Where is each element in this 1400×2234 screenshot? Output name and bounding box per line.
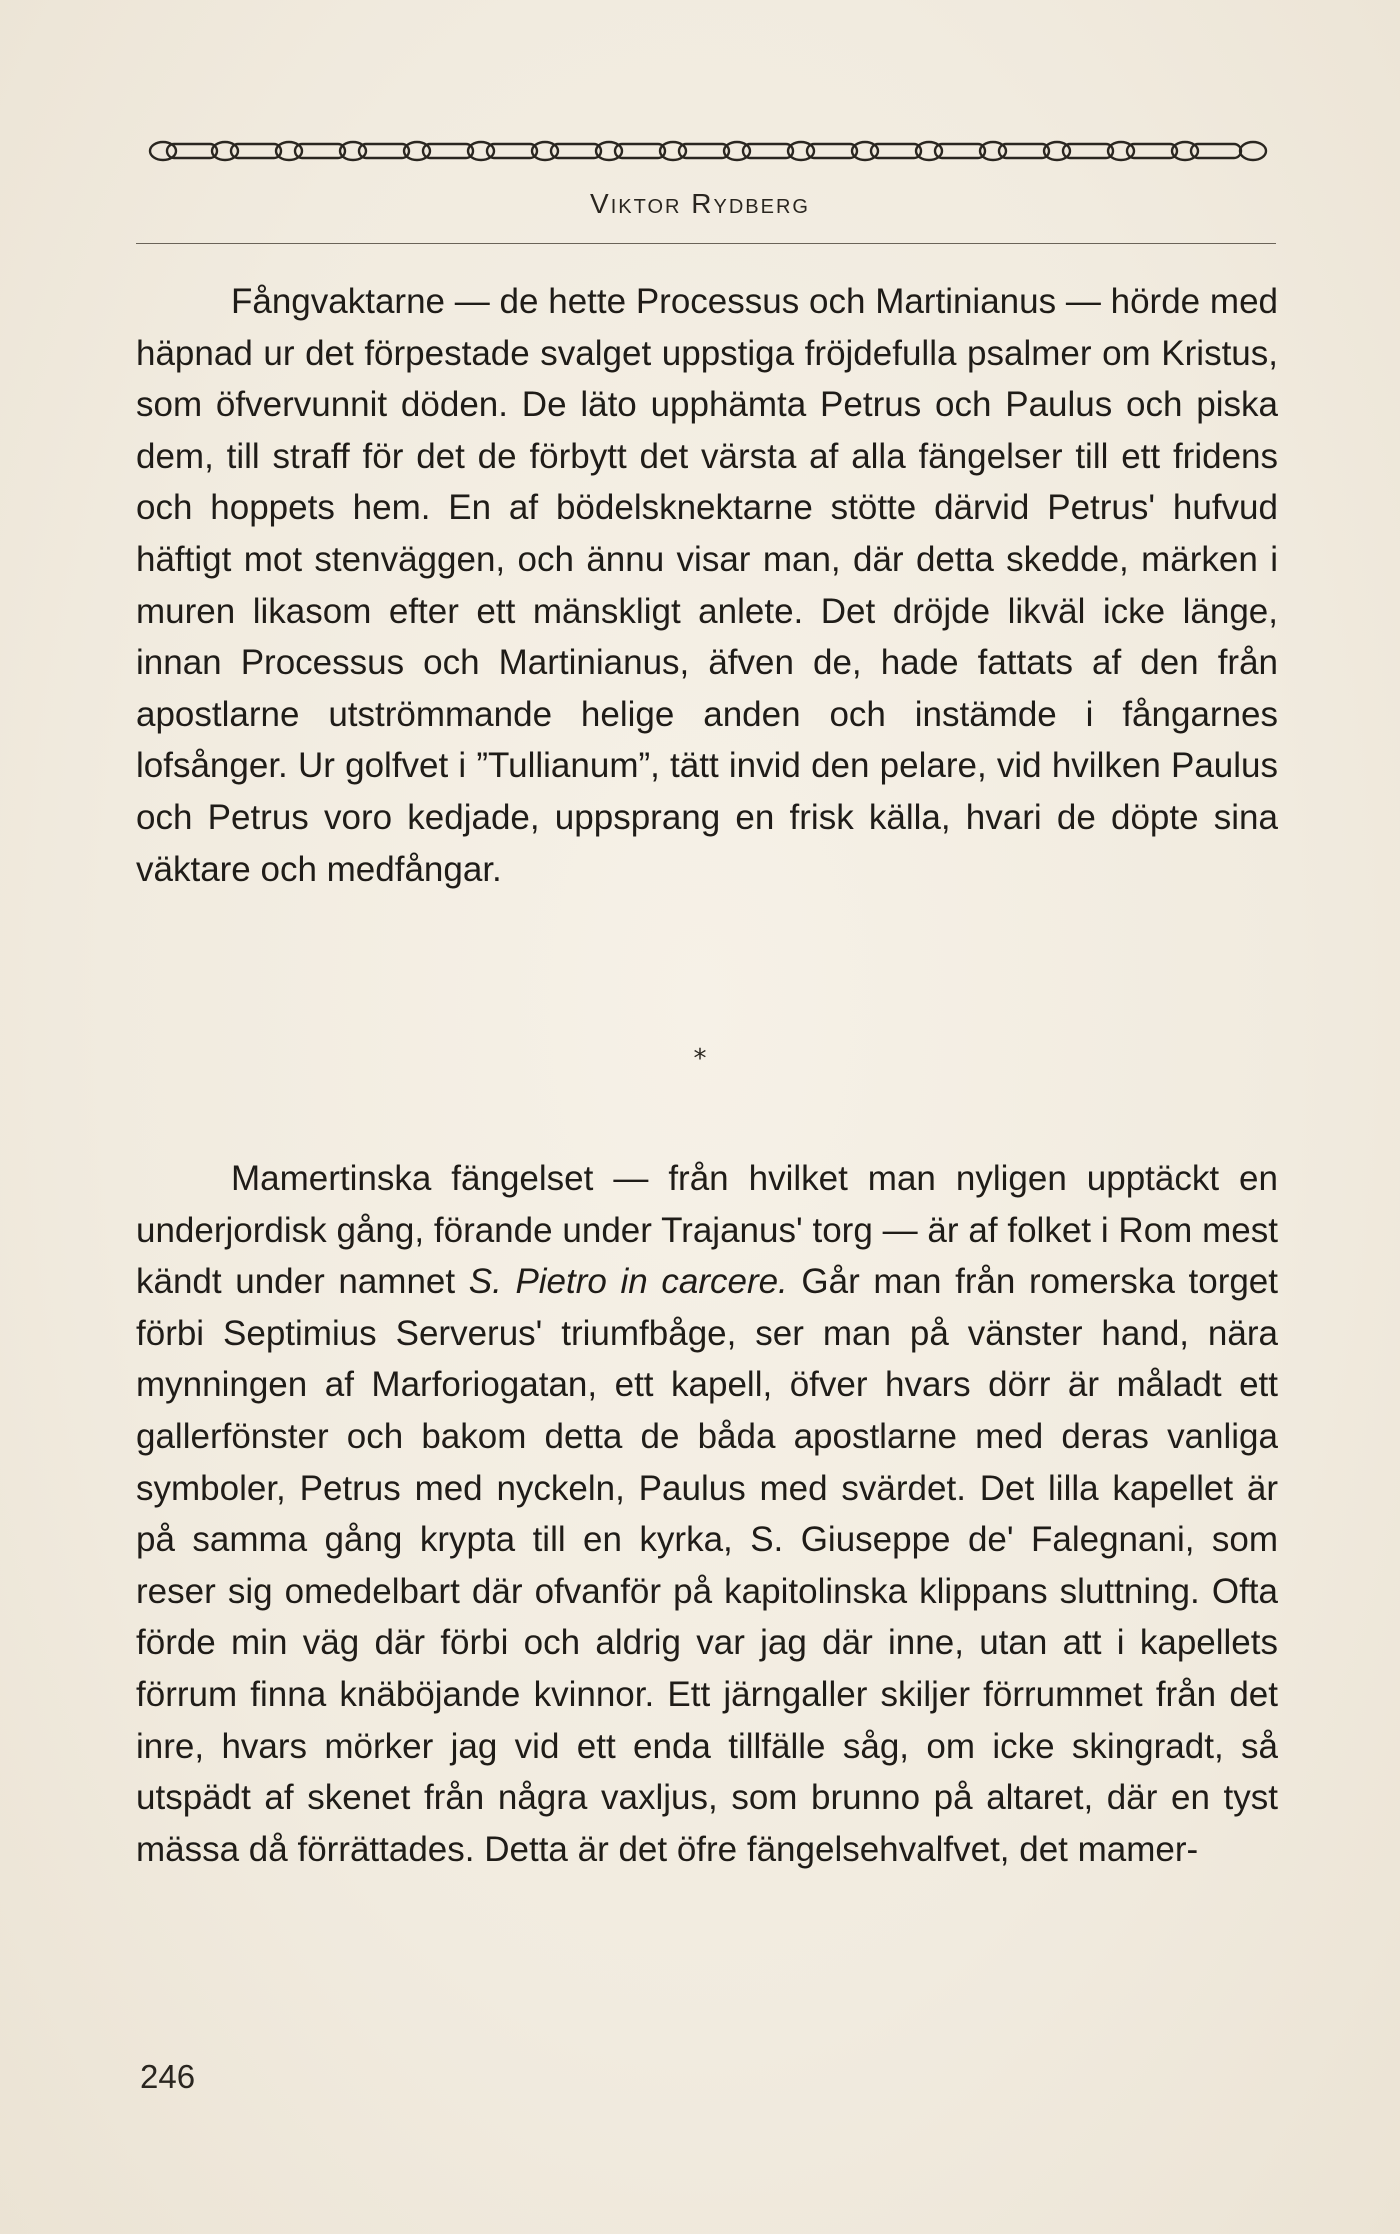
- chain-ornament-icon: [147, 137, 1273, 165]
- text-block-1: [136, 276, 1278, 895]
- paragraph-2-part-a: Mamertinska fängelset — från hvilket man nyligen upptäckt en underjordisk gång, förande under Trajanus' torg — är af folket i Rom mest kändt under namnet: [136, 1159, 1278, 1302]
- asterism: *: [693, 1044, 707, 1074]
- page-number: 246: [140, 2058, 196, 2095]
- header-rule: [136, 243, 1276, 244]
- paragraph-2-italic-title: S. Pietro in carcere.: [468, 1262, 788, 1302]
- text-block-2: [136, 1153, 1278, 1875]
- paragraph-2-part-b: Går man från romerska torget förbi Septimius Serverus' triumfbåge, ser man på vänster hand, nära mynningen af Marforiogatan, ett kapell, öfver hvars dörr är måladt ett gallerfönster och bakom detta de båda apostlarne med deras vanliga symboler, Petrus med nyckeln, Paulus med svärdet. Det lilla kapellet är på samma gång krypta till en kyrka, S. Giuseppe de' Falegnani, som reser sig omedelbart där ofvanför på kapitolinska klippans sluttning. Ofta förde min väg där förbi och aldrig var jag där inne, utan att i kapellets förrum finna knäböjande kvinnor. Ett järngaller skiljer förrummet från det inre, hvars mörker jag vid ett enda tillfälle såg, om icke skingradt, så utspädt af skenet från några vaxljus, som brunno på altaret, där en tyst mässa då förrättades. Detta är det öfre fängelsehvalfvet, det mamer-: [136, 1262, 1279, 1869]
- paragraph-1: Fångvaktarne — de hette Processus och Martinianus — hörde med häpnad ur det förpestade svalget uppstiga fröjdefulla psalmer om Kristus, som öfvervunnit döden. De läto upphämta Petrus och Paulus och piska dem, till straff för det de förbytt det värsta af alla fängelser till ett fridens och hoppets hem. En af bödelsknektarne stötte därvid Petrus' hufvud häftigt mot stenväggen, och ännu visar man, där detta skedde, märken i muren likasom efter ett mänskligt anlete. Det dröjde likväl icke länge, innan Processus och Martinianus, äfven de, hade fattats af den från apostlarne utströmmande helige anden och instämde i fångarnes lofsånger. Ur golfvet i ”Tullianum”, tätt invid den pelare, vid hvilken Paulus och Petrus voro kedjade, uppsprang en frisk källa, hvari de döpte sina väktare och medfångar.: [136, 282, 1278, 889]
- paragraph-2: [136, 1153, 1278, 1875]
- running-head: Viktor Rydberg: [590, 188, 810, 219]
